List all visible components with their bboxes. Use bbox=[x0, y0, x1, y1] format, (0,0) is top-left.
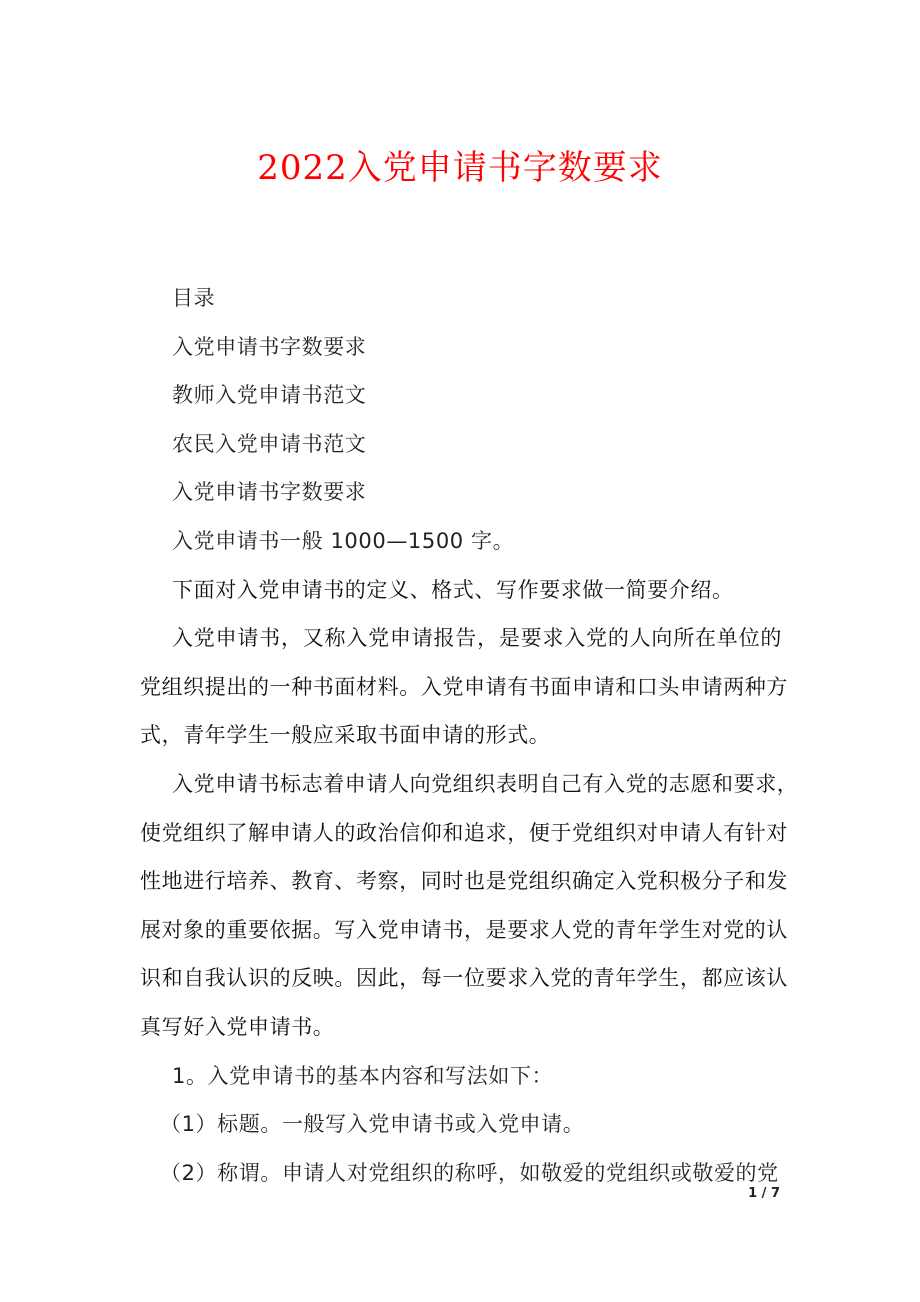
document-title: 2022入党申请书字数要求 bbox=[257, 148, 663, 188]
paragraph-line: 入党申请书，又称入党申请报告，是要求入党的人向所在单位的 bbox=[172, 626, 782, 651]
paragraph-line: 展对象的重要依据。写入党申请书，是要求人党的青年学生对党的认 bbox=[140, 917, 788, 942]
toc-item[interactable]: 农民入党申请书范文 bbox=[172, 431, 367, 456]
list-heading: 1。入党申请书的基本内容和写法如下： bbox=[172, 1063, 554, 1088]
paragraph-line: 式，青年学生一般应采取书面申请的形式。 bbox=[140, 723, 551, 748]
toc-item[interactable]: 入党申请书字数要求 bbox=[172, 334, 367, 359]
document-body bbox=[140, 274, 799, 1197]
word-count-line: 入党申请书一般 1000—1500 字。 bbox=[172, 528, 515, 553]
paragraph-line: 党组织提出的一种书面材料。入党申请有书面申请和口头申请两种方 bbox=[140, 674, 788, 699]
page-number: 1 / 7 bbox=[748, 1186, 780, 1201]
paragraph-line: 使党组织了解申请人的政治信仰和追求，便于党组织对申请人有针对 bbox=[140, 820, 788, 845]
paragraph-line: 真写好入党申请书。 bbox=[140, 1014, 335, 1039]
toc-heading: 目录 bbox=[172, 286, 216, 310]
list-item: （1）标题。一般写入党申请书或入党申请。 bbox=[160, 1112, 585, 1137]
intro-line: 下面对入党申请书的定义、格式、写作要求做一简要介绍。 bbox=[172, 577, 734, 602]
paragraph-line: 入党申请书标志着申请人向党组织表明自己有入党的志愿和要求， bbox=[172, 771, 799, 796]
paragraph-line: 识和自我认识的反映。因此，每一位要求入党的青年学生，都应该认 bbox=[140, 966, 788, 991]
paragraph-definition bbox=[140, 614, 788, 760]
list-item: （2）称谓。申请人对党组织的称呼，如敬爱的党组织或敬爱的党 bbox=[160, 1160, 779, 1185]
toc-item[interactable]: 教师入党申请书范文 bbox=[172, 383, 367, 408]
paragraph-line: 性地进行培养、教育、考察，同时也是党组织确定入党积极分子和发 bbox=[140, 869, 788, 894]
section-heading: 入党申请书字数要求 bbox=[172, 480, 367, 505]
paragraph-significance bbox=[140, 760, 799, 1052]
